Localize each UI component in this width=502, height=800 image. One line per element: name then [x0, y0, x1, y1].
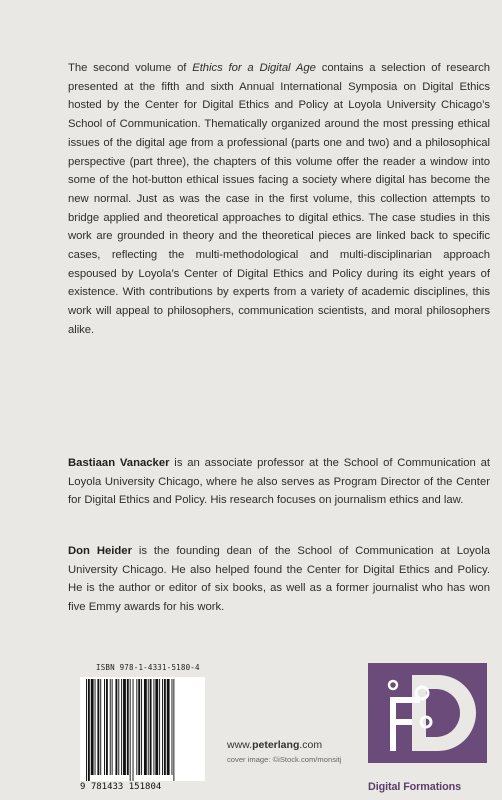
- cover-image-credit: cover image: ©iStock.com/monsitj: [227, 755, 342, 764]
- barcode-bars: [80, 677, 205, 781]
- author-name: Don Heider: [68, 545, 132, 557]
- website-suffix: .com: [299, 739, 323, 751]
- barcode: [80, 677, 205, 781]
- author-bio-heider: [68, 542, 490, 617]
- author-name: Bastiaan Vanacker: [68, 457, 170, 469]
- barcode-digits: 9 781433 151804: [80, 782, 162, 792]
- website-prefix: www.: [227, 739, 253, 751]
- author-bio-text: is an associate professor at the School of Communication at Loyola University Chicago, where he also serves as Program Director of the Center for Digital Ethics and Policy. His research focuses on journalism ethics and law.: [68, 457, 490, 507]
- series-logo-mark-icon: [368, 663, 487, 763]
- isbn-label: ISBN 978-1-4331-5180-4: [96, 663, 200, 672]
- series-logo: [368, 663, 487, 763]
- website-name: peterlang: [252, 739, 300, 751]
- description-text: contains a selection of research presented at the fifth and sixth Annual International Symposia on Digital Ethics hosted by the Center for Digital Ethics and Policy at Loyola University Chicago’s School of Communication. Thematically organized around the most pressing ethical issues of the digital age from a professional (parts one and two) and a philosophical perspective (part three), the chapters of this volume offer the reader a window into some of the hot-button ethical issues facing a society where digital has become the new normal. Just as was the case in the first volume, this collection attempts to bridge applied and theoretical approaches to digital ethics. The case studies in this work are grounded in theory and the theoretical pieces are linked back to specific cases, reflecting the multi-methodological and multi-disciplinarian approach espoused by Loyola’s Center of Digital Ethics and Policy during its eight years of existence. With contributions by experts from a variety of academic disciplines, this work will appeal to philosophers, communication scientists, and moral philosophers alike.: [68, 62, 490, 336]
- author-bio-text: is the founding dean of the School of Communication at Loyola University Chicago. He also helped found the Center for Digital Ethics and Policy. He is the author or editor of six books, as well as a former journalist who has won five Emmy awards for his work.: [68, 545, 490, 614]
- publisher-website[interactable]: [227, 739, 322, 751]
- book-description: [68, 59, 490, 340]
- book-title: Ethics for a Digital Age: [192, 62, 316, 74]
- description-text: The second volume of: [68, 62, 193, 74]
- description-paragraph: [68, 59, 490, 340]
- author-bio-vanacker: [68, 454, 490, 510]
- series-logo-text: Digital Formations: [368, 781, 461, 793]
